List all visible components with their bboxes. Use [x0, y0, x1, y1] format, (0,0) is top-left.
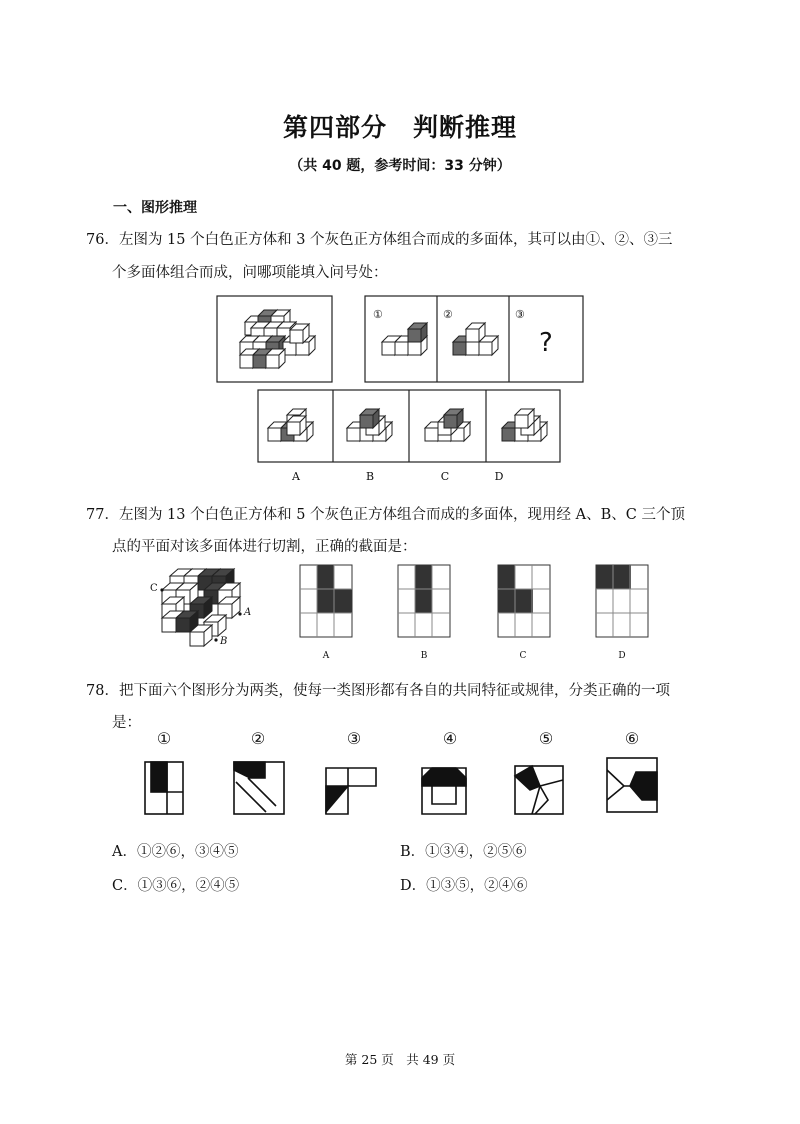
q78-figure-1 [145, 762, 183, 814]
q78-figure-label-4: ④ [442, 729, 458, 748]
q77-text-line1: 77．左图为 13 个白色正方体和 5 个灰色正方体组合而成的多面体，现用经 A、B、C 三个顶 [86, 507, 685, 523]
q77-text-line2: 点的平面对该多面体进行切割，正确的截面是： [112, 539, 417, 555]
q78-choice-c[interactable]: C．①③⑥，②④⑤ [112, 878, 240, 894]
q78-figure-label-1: ① [156, 729, 172, 748]
q77-option-label-c: C [519, 651, 527, 661]
q78-text-line2: 是： [112, 715, 141, 731]
q76-text-line2: 个多面体组合而成，问哪项能填入问号处： [112, 265, 388, 281]
q76-panel-label-2: ② [443, 308, 453, 321]
section-heading: 一、图形推理 [113, 200, 197, 216]
q77-vertex-a: A [244, 607, 252, 618]
q78-figure-label-2: ② [250, 729, 266, 748]
q78-figure-label-3: ③ [346, 729, 362, 748]
q78-choice-b[interactable]: B．①③④，②⑤⑥ [400, 844, 527, 860]
q78-figure-6 [607, 758, 657, 812]
q78-figure-4 [422, 768, 466, 814]
q76-option-label-b: B [365, 470, 375, 483]
q77-vertex-b: B [220, 636, 228, 647]
q77-option-label-d: D [618, 651, 626, 661]
q78-figure-5 [515, 766, 563, 814]
page-title: 第四部分 判断推理 [282, 113, 517, 142]
q78-choice-d[interactable]: D．①③⑤，②④⑥ [400, 878, 528, 894]
q77-option-label-b: B [420, 651, 428, 661]
q77-option-label-a: A [322, 651, 330, 661]
q78-figure-label-5: ⑤ [538, 729, 554, 748]
q78-choice-a[interactable]: A．①②⑥，③④⑤ [112, 844, 239, 860]
q76-question-mark: ? [539, 328, 553, 358]
q78-figure-3 [326, 768, 376, 814]
q76-panel-label-3: ③ [515, 308, 525, 321]
q77-vertex-c: C [150, 583, 158, 594]
q78-text-line1: 78．把下面六个图形分为两类，使每一类图形都有各自的共同特征或规律，分类正确的一项 [86, 683, 670, 699]
q76-option-label-c: C [440, 470, 450, 483]
q78-figure-label-6: ⑥ [624, 729, 640, 748]
q76-panel-label-1: ① [373, 308, 383, 321]
q76-option-label-d: D [494, 470, 504, 483]
q76-option-label-a: A [292, 470, 300, 483]
page-subtitle: （共 40 题，参考时间：33 分钟） [289, 158, 511, 174]
q76-text-line1: 76．左图为 15 个白色正方体和 3 个灰色正方体组合而成的多面体，其可以由①、②、③三 [86, 232, 673, 248]
page-footer: 第 25 页 共 49 页 [344, 1052, 456, 1067]
q78-figure-2 [234, 762, 284, 814]
